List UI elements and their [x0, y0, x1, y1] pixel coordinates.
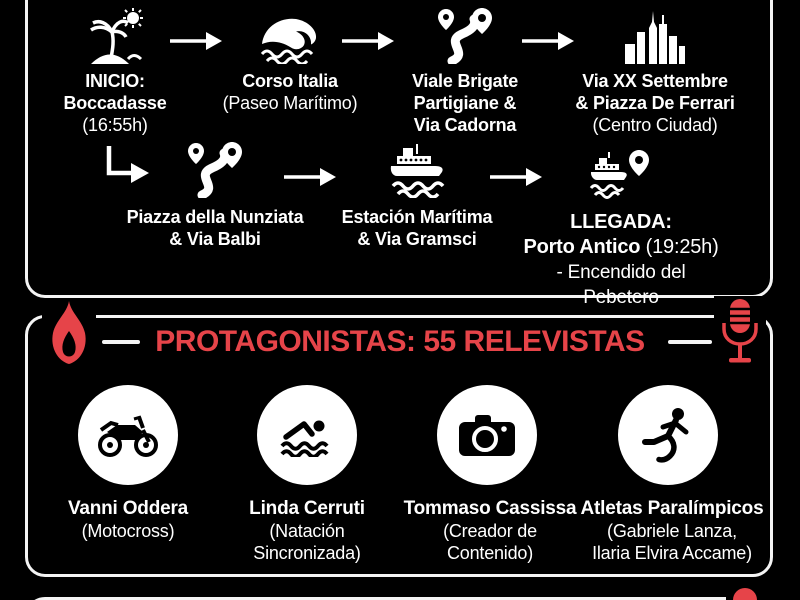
- route-stop-corso-italia: [210, 6, 370, 114]
- stop-label: Boccadasse: [63, 93, 167, 113]
- person-name: Tommaso Cassissa: [403, 498, 577, 519]
- stop-sublabel: (Centro Ciudad): [592, 115, 718, 135]
- route-stop-estacion-maritima: [338, 140, 496, 250]
- paralympic-runner-icon: [640, 406, 696, 464]
- person-tommaso-cassissa: [397, 497, 583, 564]
- stop-label: Via XX Settembre: [582, 71, 728, 91]
- person-name: Atletas Paralímpicos: [580, 498, 764, 519]
- ferry-icon: [338, 140, 496, 198]
- person-atletas-paralimpicos: [570, 497, 774, 564]
- header-dash-right: [668, 340, 712, 344]
- route-stop-llegada: [520, 146, 722, 310]
- stop-label: Estación Marítima: [341, 207, 493, 227]
- stop-label: INICIO:: [85, 71, 145, 91]
- route-stop-piazza-nunziata: [105, 140, 325, 250]
- badge-swimmer: [257, 385, 357, 485]
- microphone-icon: [714, 296, 766, 374]
- header-dash-left: [102, 340, 140, 344]
- badge-motocross: [78, 385, 178, 485]
- protagonists-title: PROTAGONISTAS: 55 RELEVISTAS: [155, 325, 645, 358]
- person-vanni-oddera: [38, 497, 218, 542]
- person-sub: (Natación: [269, 521, 345, 541]
- person-sub: Contenido): [446, 543, 534, 563]
- stop-sublabel: - Encendido del Pebetero: [556, 262, 686, 308]
- person-sub: Sincronizada): [253, 543, 361, 563]
- camera-icon: [458, 413, 516, 457]
- person-sub: (Motocross): [81, 521, 175, 541]
- ship-pin-icon: [520, 146, 722, 206]
- person-sub: (Creador de: [443, 521, 537, 541]
- person-sub: Ilaria Elvira Accame): [592, 543, 752, 563]
- stop-label: LLEGADA:: [570, 211, 672, 233]
- badge-camera: [437, 385, 537, 485]
- stop-label: Partigiane &: [413, 93, 517, 113]
- stop-label: Corso Italia: [242, 71, 338, 91]
- person-sub: (Gabriele Lanza,: [607, 521, 737, 541]
- city-skyline-icon: [566, 6, 744, 64]
- microphone-icon-top: [726, 584, 764, 600]
- stop-label: Viale Brigate: [411, 71, 519, 91]
- stop-label: [520, 235, 722, 260]
- route-stop-via-xx-settembre: [566, 6, 744, 136]
- person-linda-cerruti: [217, 497, 397, 564]
- stop-label: & Via Gramsci: [357, 229, 477, 249]
- mic-dome: [733, 588, 757, 600]
- stop-sublabel: (16:55h): [82, 115, 148, 135]
- stop-label: Piazza della Nunziata: [126, 207, 304, 227]
- route-stop-inicio: [36, 6, 194, 136]
- stop-label-time: (19:25h): [645, 236, 719, 258]
- route-stop-viale-brigate: [386, 6, 544, 136]
- stop-label: & Via Balbi: [169, 229, 261, 249]
- swimmer-icon: [278, 413, 336, 457]
- person-name: Linda Cerruti: [249, 498, 365, 519]
- stop-label: Via Cadorna: [413, 115, 517, 135]
- person-name: Vanni Oddera: [67, 498, 189, 519]
- motocross-icon: [97, 412, 159, 458]
- arrow-right-icon: [282, 166, 338, 188]
- stop-sublabel: (Paseo Marítimo): [222, 93, 358, 113]
- badge-paralympic: [618, 385, 718, 485]
- stop-label: & Piazza De Ferrari: [575, 93, 735, 113]
- stop-label-bold: Porto Antico: [523, 236, 646, 258]
- flame-icon: [42, 299, 96, 369]
